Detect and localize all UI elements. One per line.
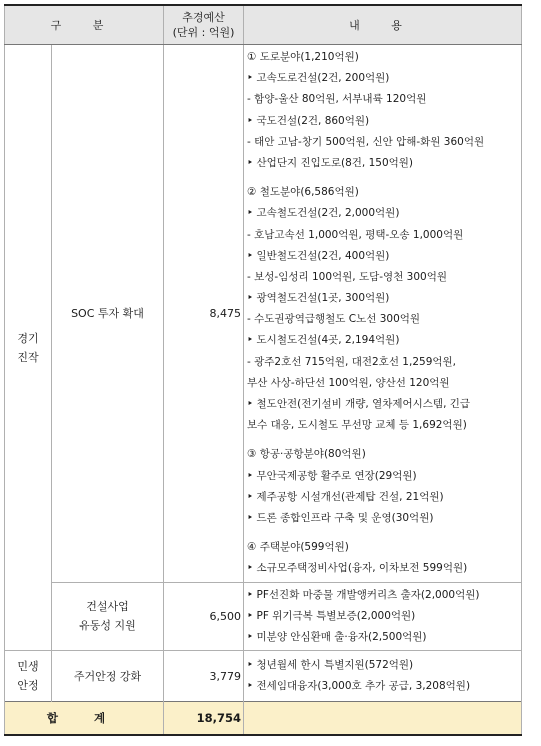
header-budget-unit: (단위 : 억원) xyxy=(172,26,235,39)
category-economy: 경기 진작 xyxy=(5,45,52,651)
content-line: ‣ PF 위기극복 특별보증(2,000억원) xyxy=(247,609,416,622)
content-line: - 수도권광역급행철도 C노선 300억원 xyxy=(247,313,421,326)
content-line: ‣ 광역철도건설(1곳, 300억원) xyxy=(247,292,390,305)
subcategory-soc: SOC 투자 확대 xyxy=(52,45,164,583)
content-line: 부산 사상-하단선 100억원, 양산선 120억원 xyxy=(247,376,450,389)
content-line: ‣ 고속도로건설(2건, 200억원) xyxy=(247,72,390,85)
content-line: ③ 항공·공항분야(80억원) xyxy=(247,448,366,461)
amount-housing: 3,779 xyxy=(164,651,244,702)
budget-table xyxy=(4,4,522,736)
content-line: ④ 주택분야(599억원) xyxy=(247,541,349,554)
total-row xyxy=(5,702,522,736)
subcategory-housing: 주거안정 강화 xyxy=(52,651,164,702)
content-line: - 호남고속선 1,000억원, 평택-오송 1,000억원 xyxy=(247,228,464,241)
total-amount: 18,754 xyxy=(164,702,244,736)
content-line: ‣ 산업단지 진입도로(8건, 150억원) xyxy=(247,156,414,169)
content-line: ② 철도분야(6,586억원) xyxy=(247,186,359,199)
header-content: 내 용 xyxy=(244,5,522,45)
table-header-row xyxy=(5,5,522,45)
header-budget-label: 추경예산 xyxy=(182,11,225,24)
amount-soc: 8,475 xyxy=(164,45,244,583)
content-housing xyxy=(244,651,522,702)
spacer xyxy=(247,529,521,537)
content-line: ‣ 국도건설(2건, 860억원) xyxy=(247,114,370,127)
content-line: 보수 대응, 도시철도 무선망 교체 등 1,692억원) xyxy=(247,419,467,432)
content-line: - 광주2호선 715억원, 대전2호선 1,259억원, xyxy=(247,355,456,368)
spacer xyxy=(247,174,521,182)
content-line: ‣ 청년월세 한시 특별지원(572억원) xyxy=(247,659,414,672)
table-row-housing xyxy=(5,651,522,702)
amount-liquidity: 6,500 xyxy=(164,582,244,651)
content-line: - 태안 고남-창기 500억원, 신안 압해-화원 360억원 xyxy=(247,135,485,148)
content-line: ‣ 드론 종합인프라 구축 및 운영(30억원) xyxy=(247,511,434,524)
content-line: ‣ 철도안전(전기설비 개량, 열차제어시스템, 긴급 xyxy=(247,398,471,410)
content-line: ‣ 소규모주택정비사업(융자, 이차보전 599억원) xyxy=(247,562,468,575)
content-line: ‣ 도시철도건설(4곳, 2,194억원) xyxy=(247,334,400,347)
content-line: ‣ 미분양 안심환매 출·융자(2,500억원) xyxy=(247,630,427,643)
content-line: ‣ 일반철도건설(2건, 400억원) xyxy=(247,249,390,262)
total-content-empty xyxy=(244,702,522,736)
table-row-soc xyxy=(5,45,522,583)
header-category: 구 분 xyxy=(5,5,164,45)
content-line: ① 도로분야(1,210억원) xyxy=(247,51,359,63)
content-line: ‣ 무안국제공항 활주로 연장(29억원) xyxy=(247,469,417,482)
total-label: 합 계 xyxy=(5,702,164,736)
content-line: ‣ PF선진화 마중물 개발앵커리츠 출자(2,000억원) xyxy=(247,588,480,601)
table-row-liquidity xyxy=(5,582,522,651)
spacer xyxy=(247,436,521,444)
content-line: ‣ 전세임대융자(3,000호 추가 공급, 3,208억원) xyxy=(247,680,471,693)
content-line: - 보성-임성리 100억원, 도담-영천 300억원 xyxy=(247,270,447,283)
header-budget xyxy=(164,5,244,45)
content-line: ‣ 제주공항 시설개선(관제탑 건설, 21억원) xyxy=(247,490,444,503)
content-line: - 함양-울산 80억원, 서부내륙 120억원 xyxy=(247,93,427,106)
content-soc xyxy=(244,45,522,583)
category-livelihood: 민생 안정 xyxy=(5,651,52,702)
content-line: ‣ 고속철도건설(2건, 2,000억원) xyxy=(247,207,400,220)
subcategory-liquidity: 건설사업 유동성 지원 xyxy=(52,582,164,651)
content-liquidity xyxy=(244,582,522,651)
